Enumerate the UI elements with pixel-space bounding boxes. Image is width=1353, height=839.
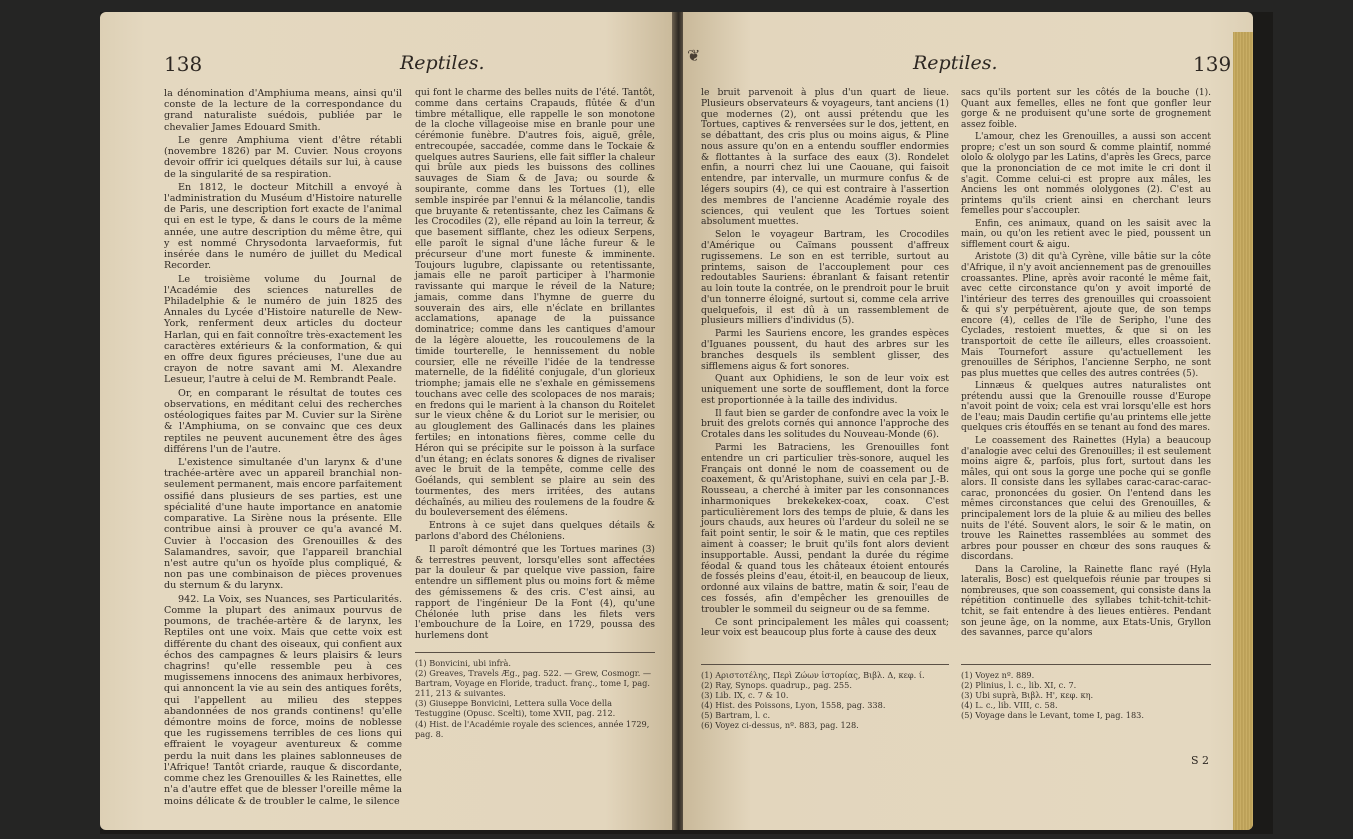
paragraph: Dans la Caroline, la Rainette flanc rayé (Hyla lateralis, Bosc) est quelquefois réunie par troupes si nombreuses, que son coassement, qui consiste dans la répétition continuelle des syllabes tchit-tchit-tchit-tchit, se fait entendre à des lieues entières. Pendant son jeune âge, on la nomme, aux Etats-Unis, Gryllon des savannes, parce qu'alors (961, 564, 1211, 639)
paragraph: la dénomination d'Amphiuma means, ainsi qu'il conste de la lecture de la correspondance du grand naturaliste suédois, publiée par le chevalier James Edouard Smith. (164, 88, 402, 133)
left-column-1 (164, 88, 402, 809)
footnote: (4) L. c., lib. VIII, c. 58. (961, 700, 1058, 711)
footnote: (3) Giuseppe Bonvicini, Lettera sulla Voce della Testuggine (Opusc. Scelti), tome XVII, pag. 212. (415, 698, 616, 719)
footnote: (4) Hist. des Poissons, Lyon, 1558, pag. 338. (701, 700, 886, 711)
paragraph: L'existence simultanée d'un larynx & d'une trachée-artère avec un appareil branchial non-seulement permanent, mais encore parfaitement ossifié dans plusieurs de ses parties, est une spécialité d'une haute importance en anatomie comparative. La Sirène nous la présente. Elle contribue ainsi à prouver ce qu'a avancé M. Cuvier à l'occasion des Grenouilles & des Salamandres, savoir, que l'appareil branchial n'est autre qu'un os hyoïde plus compliqué, & non pas une combinaison de pièces provenues du sternum & du larynx. (164, 457, 402, 592)
paragraph: sacs qu'ils portent sur les côtés de la bouche (1). Quant aux femelles, elles ne font que gonfler leur gorge & ne produisent qu'une sorte de grognement assez foible. (961, 88, 1211, 130)
footnote: (1) Voyez nº. 889. (961, 670, 1035, 680)
ornament-mark: ❦ (687, 46, 701, 65)
running-title-right: Reptiles. (913, 52, 998, 74)
paragraph: Il paroît démontré que les Tortues marines (3) & terrestres peuvent, lorsqu'elles sont affectées par la douleur & par quelque vive passion, faire entendre un sifflement plus ou moins fort & même des gémissemens & des cris. C'est ainsi, au rapport de l'ingénieur De la Font (4), qu'une Chélonée luth prise dans les filets vers l'embouchure de la Loire, en 1729, poussa des hurlemens dont (415, 543, 655, 642)
footnote: (2) Greaves, Travels Æg., pag. 522. — Grew, Cosmogr. — Bartram, Voyage en Floride, traduct. franç., tome I, pag. 211, 213 & suivantes. (415, 668, 652, 699)
footnote: (4) Hist. de l'Académie royale des sciences, année 1729, pag. 8. (415, 718, 650, 739)
paragraph: Linnæus & quelques autres naturalistes ont prétendu aussi que la Grenouille rousse d'Europe n'avoit point de voix; cela est vrai lorsqu'elle est hors de l'eau; mais Daudin certifie qu'au printems elle jette quelques cris étouffés en se tenant au fond des mares. (961, 381, 1211, 434)
signature-mark: S 2 (1191, 754, 1210, 767)
paragraph: Il faut bien se garder de confondre avec la voix le bruit des grelots cornés qui annonce l'approche des Crotales dans les solitudes du Nouveau-Monde (6). (701, 407, 949, 441)
paragraph: Entrons à ce sujet dans quelques détails & parlons d'abord des Chéloniens. (415, 520, 655, 543)
right-column-1 (701, 88, 949, 641)
paragraph: L'amour, chez les Grenouilles, a aussi son accent propre; c'est un son sourd & comme plaintif, nommé ololo & ololygo par les Latins, d'après les Grecs, parce que la prononciation de ce mot imite le cri dont il s'agit. Comme celui-ci est propre aux mâles, les Anciens les ont nommés ololygones (2). C'est au printems qu'ils crient ainsi en cherchant leurs femelles pour s'accoupler. (961, 132, 1211, 217)
footnotes-right-1 (701, 670, 949, 731)
page-number-right: 139 (1193, 52, 1232, 76)
open-book (100, 12, 1273, 834)
paragraph: Quant aux Ophidiens, le son de leur voix est uniquement une sorte de soufflement, dont la force est proportionnée à la taille des individus. (701, 373, 949, 406)
footnotes-right-2 (961, 670, 1211, 720)
running-title-left: Reptiles. (400, 52, 485, 74)
gilt-page-edge (1233, 32, 1253, 830)
paragraph: le bruit parvenoit à plus d'un quart de lieue. Plusieurs observateurs & voyageurs, tant anciens (1) que modernes (2), ont aussi prétendu que les Tortues, captives & renversées sur le dos, jettent, en se débattant, des cris plus ou moins aigus, & Pline nous assure qu'on en a entendu souffler endormies & flottantes à la surface des eaux (3). Rondelet enfin, a nourri chez lui une Caouane, qui faisoit entendre, par intervalle, un murmure confus & de légers soupirs (4), ce qui est contraire à l'assertion des membres de l'ancienne Académie royale des sciences, qui veulent que les Tortues soient absolument muettes. (701, 87, 949, 228)
footnote: (3) Lib. IX, c. 7 & 10. (701, 690, 789, 701)
paragraph: Ce sont principalement les mâles qui coassent; leur voix est beaucoup plus forte à cause des deux (701, 616, 949, 639)
footnote-rule-left (415, 652, 655, 653)
paragraph: En 1812, le docteur Mitchill a envoyé à l'administration du Muséum d'Histoire naturelle de Paris, une description fort exacte de l'animal qui en est le type, & dans le cours de la même année, une autre description du même être, qui y est nommé Chrysodonta larvaeformis, fut insérée dans le numéro de juillet du Medical Recorder. (164, 181, 402, 272)
paragraph: Parmi les Batraciens, les Grenouilles font entendre un cri particulier très-sonore, auquel les Français ont donné le nom de coassement ou de coaxement, & qu'Aristophane, suivi en cela par J.-B. Rousseau, a cherché à imiter par les consonnances inharmoniques brekekekex-coax, coax. C'est particulièrement lors des temps de pluie, & dans les jours chauds, aux heures où l'ardeur du soleil ne se fait point sentir, le soir & le matin, que ces reptiles aiment à coasser; le bruit qu'ils font alors devient insupportable. Aussi, pendant la durée du régime féodal & quand tous les châteaux étoient entourés de fossés pleins d'eau, étoit-il, en beaucoup de lieux, ordonné aux vilains de battre, matin & soir, l'eau de ces fossés, afin d'empêcher les grenouilles de troubler le sommeil du seigneur ou de sa femme. (701, 442, 949, 615)
right-page (683, 12, 1253, 830)
page-number-left: 138 (164, 52, 203, 76)
footnote: (1) Bonvicini, ubi infrà. (415, 658, 512, 668)
paragraph: Enfin, ces animaux, quand on les saisit avec la main, ou qu'on les retient avec le pied, poussent un sifflement court & aigu. (961, 218, 1211, 250)
footnote: (2) Ray, Synops. quadrup., pag. 255. (701, 680, 852, 691)
paragraph: Or, en comparant le résultat de toutes ces observations, en méditant celui des recherches ostéologiques faites par M. Cuvier sur la Sirène & l'Amphiuma, on se convainc que ces deux reptiles ne peuvent aucunement être des âges différens l'un de l'autre. (164, 387, 402, 455)
paragraph: Le troisième volume du Journal de l'Académie des sciences naturelles de Philadelphie & le numéro de juin 1825 des Annales du Lycée d'Histoire naturelle de New-York, renferment deux articles du docteur Harlan, qui en fait connoître très-exactement les caractères extérieurs & la conformation, & qui en offre deux figures précieuses, l'une due au crayon de notre savant ami M. Alexandre Lesueur, l'autre à celui de M. Rembrandt Peale. (164, 273, 402, 386)
paragraph: Le coassement des Rainettes (Hyla) a beaucoup d'analogie avec celui des Grenouilles; il est seulement moins aigre &, parfois, plus fort, surtout dans les mâles, qui ont sous la gorge une poche qui se gonfle alors. Il consiste dans les syllabes carac-carac-carac-carac, prononcées du gosier. On l'entend dans les mêmes circonstances que celui des Grenouilles, & principalement lors de la pluie & au milieu des belles nuits de l'été. Souvent alors, le soir & le matin, on trouve les Rainettes rassemblées au sommet des arbres pour pousser en chœur des sons rauques & discordans. (961, 436, 1211, 563)
right-column-2 (961, 88, 1211, 641)
footnote-rule-right-2 (961, 664, 1211, 665)
footnote-rule-right-1 (701, 664, 949, 665)
paragraph: 942. La Voix, ses Nuances, ses Particularités. Comme la plupart des animaux pourvus de poumons, de trachée-artère & de larynx, les Reptiles ont une voix. Mais que cette voix est différente du chant des oiseaux, qui confient aux échos des campagnes & leurs plaisirs & leurs chagrins! qu'elle ressemble peu à ces mugissemens innocens des animaux herbivores, qui annoncent la vie au sein des antiques forêts, qui l'appellent au milieu des steppes abandonnées de nos grands continens! qu'elle démontre moins de force, moins de noblesse que les rugissemens terribles de ces lions qui effraient le voyageur aventureux & comme perdu la nuit dans les plaines sablonneuses de l'Afrique! Tantôt criarde, rauque & discordante, comme chez les Grenouilles & les Rainettes, elle n'a d'autre effet que de blesser l'oreille même la moins délicate & de troubler le calme, le silence (164, 593, 402, 807)
left-column-2 (415, 88, 655, 644)
paragraph: Aristote (3) dit qu'à Cyrène, ville bâtie sur la côte d'Afrique, il n'y avoit anciennement pas de grenouilles croassantes. Pline, après avoir raconté le même fait, avec cette circonstance qu'on y avoit importé de l'intérieur des terres des grenouilles qui croassoient & qui s'y perpétuèrent, ajoute que, de son temps encore (4), celles de l'île de Seripho, l'une des Cyclades, restoient muettes, & que si on les transportoit de cette île ailleurs, elles croassoient. Mais Tournefort assure qu'actuellement les grenouilles de Sériphos, l'ancienne Serpho, ne sont pas plus muettes que celles des autres contrées (5). (961, 252, 1211, 379)
footnote: (5) Voyage dans le Levant, tome I, pag. 183. (961, 710, 1144, 721)
footnotes-left (415, 658, 655, 739)
paragraph: qui font le charme des belles nuits de l'été. Tantôt, comme dans certains Crapauds, flûtée & d'un timbre métallique, elle rappelle le son monotone de la cloche villageoise mise en branle pour une cérémonie funèbre. D'autres fois, aiguë, grêle, entrecoupée, saccadée, comme dans le Tockaie & quelques autres Sauriens, elle fait siffler la chaleur qui brûle aux pieds les buissons des collines sauvages de Siam & de Java; ou sourde & soupirante, comme dans les Tortues (1), elle semble inspirée par l'ennui & la mélancolie, tandis que bruyante & retentissante, chez les Caïmans & les Crocodiles (2), elle répand au loin la terreur, & que basement sifflante, chez les odieux Serpens, elle paroît le signal d'une lâche fureur & le précurseur d'une mort funeste & imminente. Toujours lugubre, clapissante ou retentissante, jamais elle ne paroît participer à l'harmonie ravissante qui marque le réveil de la Nature; jamais, comme dans l'hymne de guerre du souverain des airs, elle n'éclate en brillantes acclamations, apanage de la puissance dominatrice; comme dans les cantiques d'amour de la légère alouette, les roucoulemens de la timide tourterelle, le hennissement du noble coursier, elle ne réveille l'idée de la tendresse maternelle, de la fidélité conjugale, d'un glorieux triomphe; jamais elle ne s'exhale en gémissemens touchans avec celle des scolopaces de nos marais; en fredons qui le marient à la chanson du Roitelet sur le vieux chêne & du Loriot sur le merisier, ou au glouglement des Gallinacés dans les plaines fertiles; en intonations fières, comme celle du Héron qui se précipite sur le poisson à la surface d'un étang; en éclats sonores & dignes de rivaliser avec le bruit de la tempête, comme celle des Goélands, qui semblent se plaire au sein des tourmentes, des mers irritées, des autans déchaînés, au milieu des roulemens de la foudre & du bouleversement des élémens. (415, 87, 655, 519)
left-page (100, 12, 674, 830)
footnote: (5) Bartram, l. c. (701, 710, 771, 721)
paragraph: Selon le voyageur Bartram, les Crocodiles d'Amérique ou Caïmans poussent d'affreux rugissemens. Le son en est terrible, surtout au printems, saison de l'accouplement pour ces redoutables Sauriens: ébranlant & faisant retentir au loin toute la contrée, on le prendroit pour le bruit d'un tonnerre éloigné, surtout si, comme cela arrive quelquefois, il est dû à un rassemblement de plusieurs milliers d'individus (5). (701, 229, 949, 327)
footnote: (6) Voyez ci-dessus, nº. 883, pag. 128. (701, 720, 859, 731)
footnote: (1) Αριστοτέλης, Περὶ Ζώων ἱστορίας, Βιβλ. Δ, κεφ. ί. (701, 670, 925, 680)
footnote: (3) Ubi suprà, Βιβλ. Η', κεφ. κη. (961, 690, 1094, 701)
paragraph: Parmi les Sauriens encore, les grandes espèces d'Iguanes poussent, du haut des arbres sur les branches desquels ils semblent glisser, des sifflemens aigus & fort sonores. (701, 328, 949, 372)
paragraph: Le genre Amphiuma vient d'être rétabli (novembre 1826) par M. Cuvier. Nous croyons devoir offrir ici quelques détails sur lui, à cause de la singularité de sa respiration. (164, 134, 402, 180)
footnote: (2) Plinius, l. c., lib. XI, c. 7. (961, 680, 1077, 691)
